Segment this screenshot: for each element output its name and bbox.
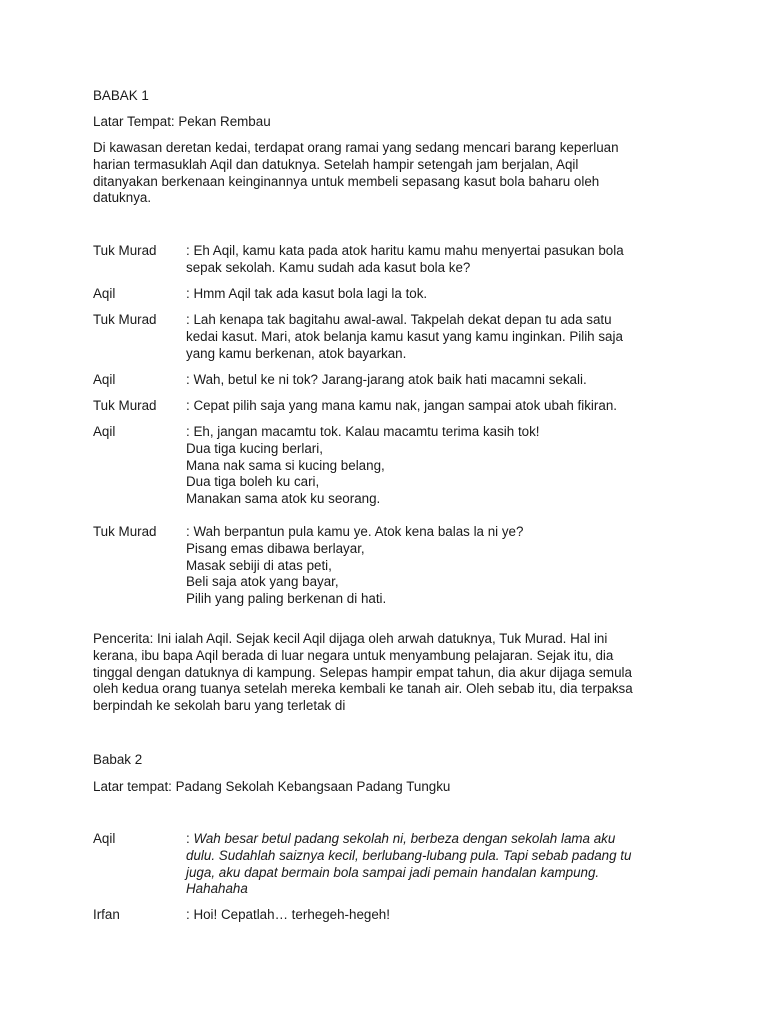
pantun-line: Dua tiga boleh ku cari, xyxy=(186,474,320,490)
speaker-name: Tuk Murad xyxy=(93,312,157,327)
speaker-name: Tuk Murad xyxy=(93,398,157,413)
speaker-name: Tuk Murad xyxy=(93,243,157,258)
narration-line: tinggal dengan datuknya di kampung. Selepas hampir empat tahun, dia akur dijaga semula xyxy=(93,664,632,680)
scene2-heading: Babak 2 xyxy=(93,752,143,767)
dialogue-text: : Hmm Aqil tak ada kasut bola lagi la tok. xyxy=(186,286,428,301)
pantun-line: Beli saja atok yang bayar, xyxy=(186,574,339,590)
pantun-line: Masak sebiji di atas peti, xyxy=(186,557,332,573)
scene2-setting: Latar tempat: Padang Sekolah Kebangsaan Padang Tungku xyxy=(93,779,451,794)
dialogue-text: juga, aku dapat bermain bola sampai jadi pemain handalan kampung. xyxy=(186,864,600,880)
dialogue-text: : Eh Aqil, kamu kata pada atok haritu kamu mahu menyertai pasukan bola xyxy=(186,243,624,258)
dialogue-line xyxy=(186,243,671,277)
dialogue-text-italic: Wah besar betul padang sekolah ni, berbeza dengan sekolah lama aku xyxy=(193,831,616,846)
dialogue-text: : Eh, jangan macamtu tok. Kalau macamtu terima kasih tok! xyxy=(186,424,540,439)
dialogue-text: : Hoi! Cepatlah… terhegeh-hegeh! xyxy=(186,907,390,922)
dialogue-line xyxy=(186,831,671,898)
pantun-line: Mana nak sama si kucing belang, xyxy=(186,457,385,473)
dialogue-line xyxy=(186,524,671,608)
dialogue-line xyxy=(186,312,671,362)
dialogue-text: kedai kasut. Mari, atok belanja kamu kasut yang kamu inginkan. Pilih saja xyxy=(186,328,623,344)
speaker-name: Aqil xyxy=(93,372,116,387)
scene1-intro xyxy=(93,140,673,207)
scene1-setting: Latar Tempat: Pekan Rembau xyxy=(93,114,271,129)
pantun-line: Manakan sama atok ku seorang. xyxy=(186,491,381,507)
dialogue-text: : Wah, betul ke ni tok? Jarang-jarang atok baik hati macamni sekali. xyxy=(186,372,587,387)
dialogue-text: Hahahaha xyxy=(186,881,248,897)
dialogue-text: : Wah berpantun pula kamu ye. Atok kena balas la ni ye? xyxy=(186,524,524,539)
narration-line: kerana, ibu bapa Aqil berada di luar negara untuk menyambung pelajaran. Sejak itu, dia xyxy=(93,647,614,663)
dialogue-text: sepak sekolah. Kamu sudah ada kasut bola ke? xyxy=(186,259,471,275)
intro-line: datuknya. xyxy=(93,190,152,206)
narration-line: oleh kedua orang tuanya setelah mereka kembali ke tanah air. Oleh sebab itu, dia terpaksa xyxy=(93,681,633,697)
dialogue-text: dulu. Sudahlah saiznya kecil, berlubang-lubang pula. Tapi sebab padang tu xyxy=(186,847,632,863)
narration-line: berpindah ke sekolah baru yang terletak di xyxy=(93,698,346,714)
scene1-heading: BABAK 1 xyxy=(93,88,149,103)
dialogue-line xyxy=(186,424,671,508)
pantun-line: Dua tiga kucing berlari, xyxy=(186,440,323,456)
dialogue-line xyxy=(186,372,671,389)
speaker-name: Aqil xyxy=(93,424,116,439)
dialogue-line xyxy=(186,907,671,924)
dialogue-text: : Lah kenapa tak bagitahu awal-awal. Takpelah dekat depan tu ada satu xyxy=(186,312,612,327)
dialogue-line xyxy=(186,398,671,415)
pantun-line: Pilih yang paling berkenan di hati. xyxy=(186,591,387,607)
narration-line: Pencerita: Ini ialah Aqil. Sejak kecil Aqil dijaga oleh arwah datuknya, Tuk Murad. Hal ini xyxy=(93,631,608,646)
speaker-name: Aqil xyxy=(93,831,116,846)
speaker-name: Aqil xyxy=(93,286,116,301)
speaker-name: Tuk Murad xyxy=(93,524,157,539)
dialogue-text: yang kamu berkenan, atok bayarkan. xyxy=(186,345,407,361)
dialogue-text: : Wah besar betul padang sekolah ni, berbeza dengan sekolah lama aku xyxy=(186,831,616,846)
dialogue-line xyxy=(186,286,671,303)
pantun-line: Pisang emas dibawa berlayar, xyxy=(186,540,365,556)
speaker-name: Irfan xyxy=(93,907,120,922)
intro-line: harian termasuklah Aqil dan datuknya. Setelah hampir setengah jam berjalan, Aqil xyxy=(93,156,579,172)
dialogue-text: : Cepat pilih saja yang mana kamu nak, jangan sampai atok ubah fikiran. xyxy=(186,398,617,413)
narration xyxy=(93,631,683,715)
intro-line: Di kawasan deretan kedai, terdapat orang ramai yang sedang mencari barang keperluan xyxy=(93,140,619,155)
intro-line: ditanyakan berkenaan keinginannya untuk membeli sepasang kasut bola baharu oleh xyxy=(93,173,600,189)
